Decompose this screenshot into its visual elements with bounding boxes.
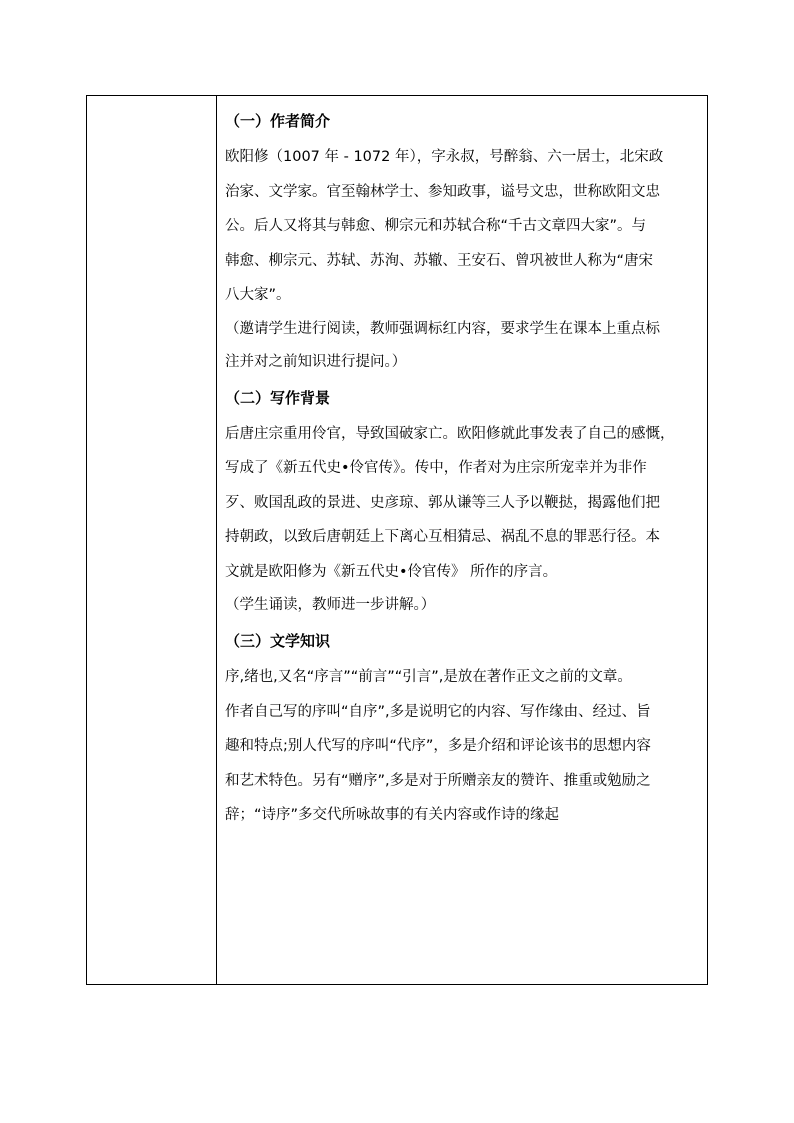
text-line: 持朝政，以致后唐朝廷上下离心互相猜忌、祸乱不息的罪恶行径。本 (225, 529, 660, 545)
lesson-table (86, 95, 708, 985)
text-line: 序,绪也,又名“序言”“前言”“引言”,是放在著作正文之前的文章。 (225, 669, 632, 685)
text-line: 趣和特点;别人代写的序叫“代序”，多是介绍和评论该书的思想内容 (225, 738, 651, 754)
writing-background-paragraph (225, 417, 701, 590)
text-line: 作者自己写的序叫“自序”,多是说明它的内容、写作缘由、经过、旨 (225, 703, 651, 720)
note-line: （邀请学生进行阅读，教师强调标红内容，要求学生在课本上重点标 (225, 320, 660, 337)
text-line: 文就是欧阳修为《新五代史•伶官传》 所作的序言。 (225, 563, 558, 580)
text-line: 八大家”。 (225, 287, 291, 303)
writing-background-teaching-note (225, 589, 701, 622)
author-intro-teaching-note (225, 313, 701, 379)
text-line: 韩愈、柳宗元、苏轼、苏洵、苏辙、王安石、曾巩被世人称为“唐宋 (225, 252, 654, 269)
text-line: 后唐庄宗重用伶官，导致国破家亡。欧阳修就此事发表了自己的感慨， (225, 425, 675, 442)
table-right-column (218, 96, 707, 984)
note-line: （学生诵读，教师进一步讲解。） (225, 597, 436, 613)
section-title-author-intro: （一）作者简介 (225, 112, 331, 130)
table-left-column (87, 96, 217, 984)
literary-knowledge-paragraph (225, 660, 701, 833)
text-line: 辞；“诗序”多交代所咏故事的有关内容或作诗的缘起 (225, 807, 560, 823)
text-line: 歹、败国乱政的景进、史彦琼、郭从谦等三人予以鞭挞，揭露他们把 (225, 494, 660, 511)
note-line: 注并对之前知识进行提问。） (225, 353, 407, 370)
author-intro-paragraph (225, 140, 701, 313)
section-title-writing-background: （二）写作背景 (225, 388, 331, 407)
text-line: 和艺术特色。另有“赠序”,多是对于所赠亲友的赞许、推重或勉励之 (225, 772, 651, 789)
text-line: 写成了《新五代史•伶官传》。传中，作者对为庄宗所宠幸并为非作 (225, 460, 647, 476)
text-line: 欧阳修（1007 年 - 1072 年），字永叔，号醉翁、六一居士，北宋政 (225, 149, 664, 165)
text-line: 公。后人又将其与韩愈、柳宗元和苏轼合称“千古文章四大家”。与 (225, 218, 647, 234)
section-title-literary-knowledge: （三）文学知识 (225, 632, 331, 650)
text-line: 治家、文学家。官至翰林学士、参知政事，谥号文忠，世称欧阳文忠 (225, 183, 660, 200)
